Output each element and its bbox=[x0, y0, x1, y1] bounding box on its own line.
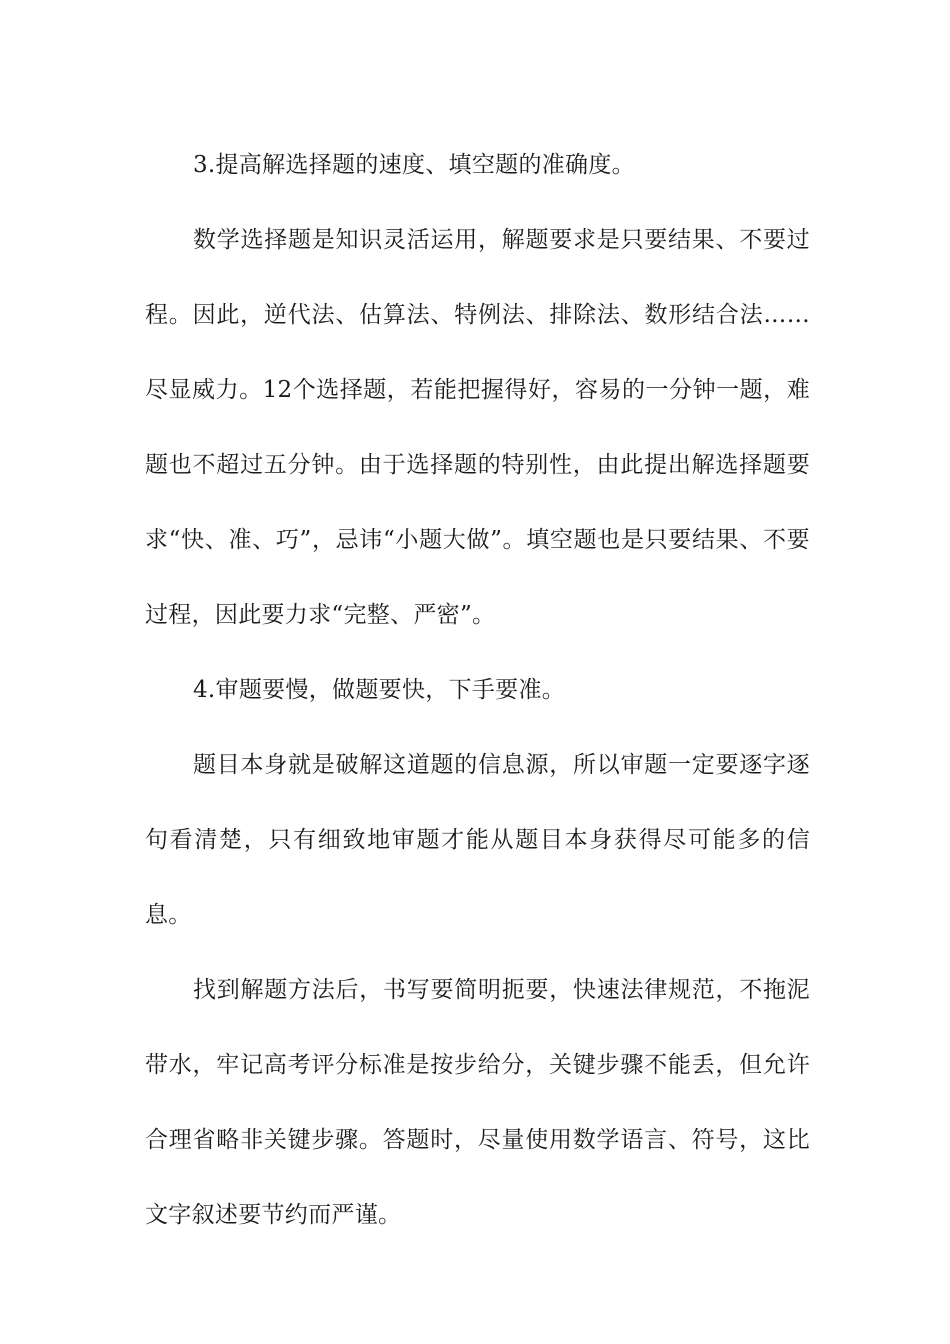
paragraph-writing-answer: 找到解题方法后，书写要简明扼要，快速法律规范，不拖泥带水，牢记高考评分标准是按步给分，关键步骤不能丢，但允许合理省略非关键步骤。答题时，尽量使用数学语言、符号，这比文字叙述要节约而严谨。 bbox=[145, 977, 810, 1228]
section-heading-4: 4.审题要慢，做题要快，下手要准。 bbox=[193, 677, 566, 703]
section-heading-3: 3.提高解选择题的速度、填空题的准确度。 bbox=[193, 152, 635, 178]
paragraph-multiple-choice: 数学选择题是知识灵活运用，解题要求是只要结果、不要过程。因此，逆代法、估算法、特例法、排除法、数形结合法……尽显威力。12个选择题，若能把握得好，容易的一分钟一题，难题也不超过五分钟。由于选择题的特别性，由此提出解选择题要求“快、准、巧”，忌讳“小题大做”。填空题也是只要结果、不要过程，因此要力求“完整、严密”。 bbox=[145, 227, 810, 628]
paragraph-reading-question: 题目本身就是破解这道题的信息源，所以审题一定要逐字逐句看清楚，只有细致地审题才能从题目本身获得尽可能多的信息。 bbox=[145, 752, 810, 928]
document-body bbox=[145, 128, 810, 1253]
